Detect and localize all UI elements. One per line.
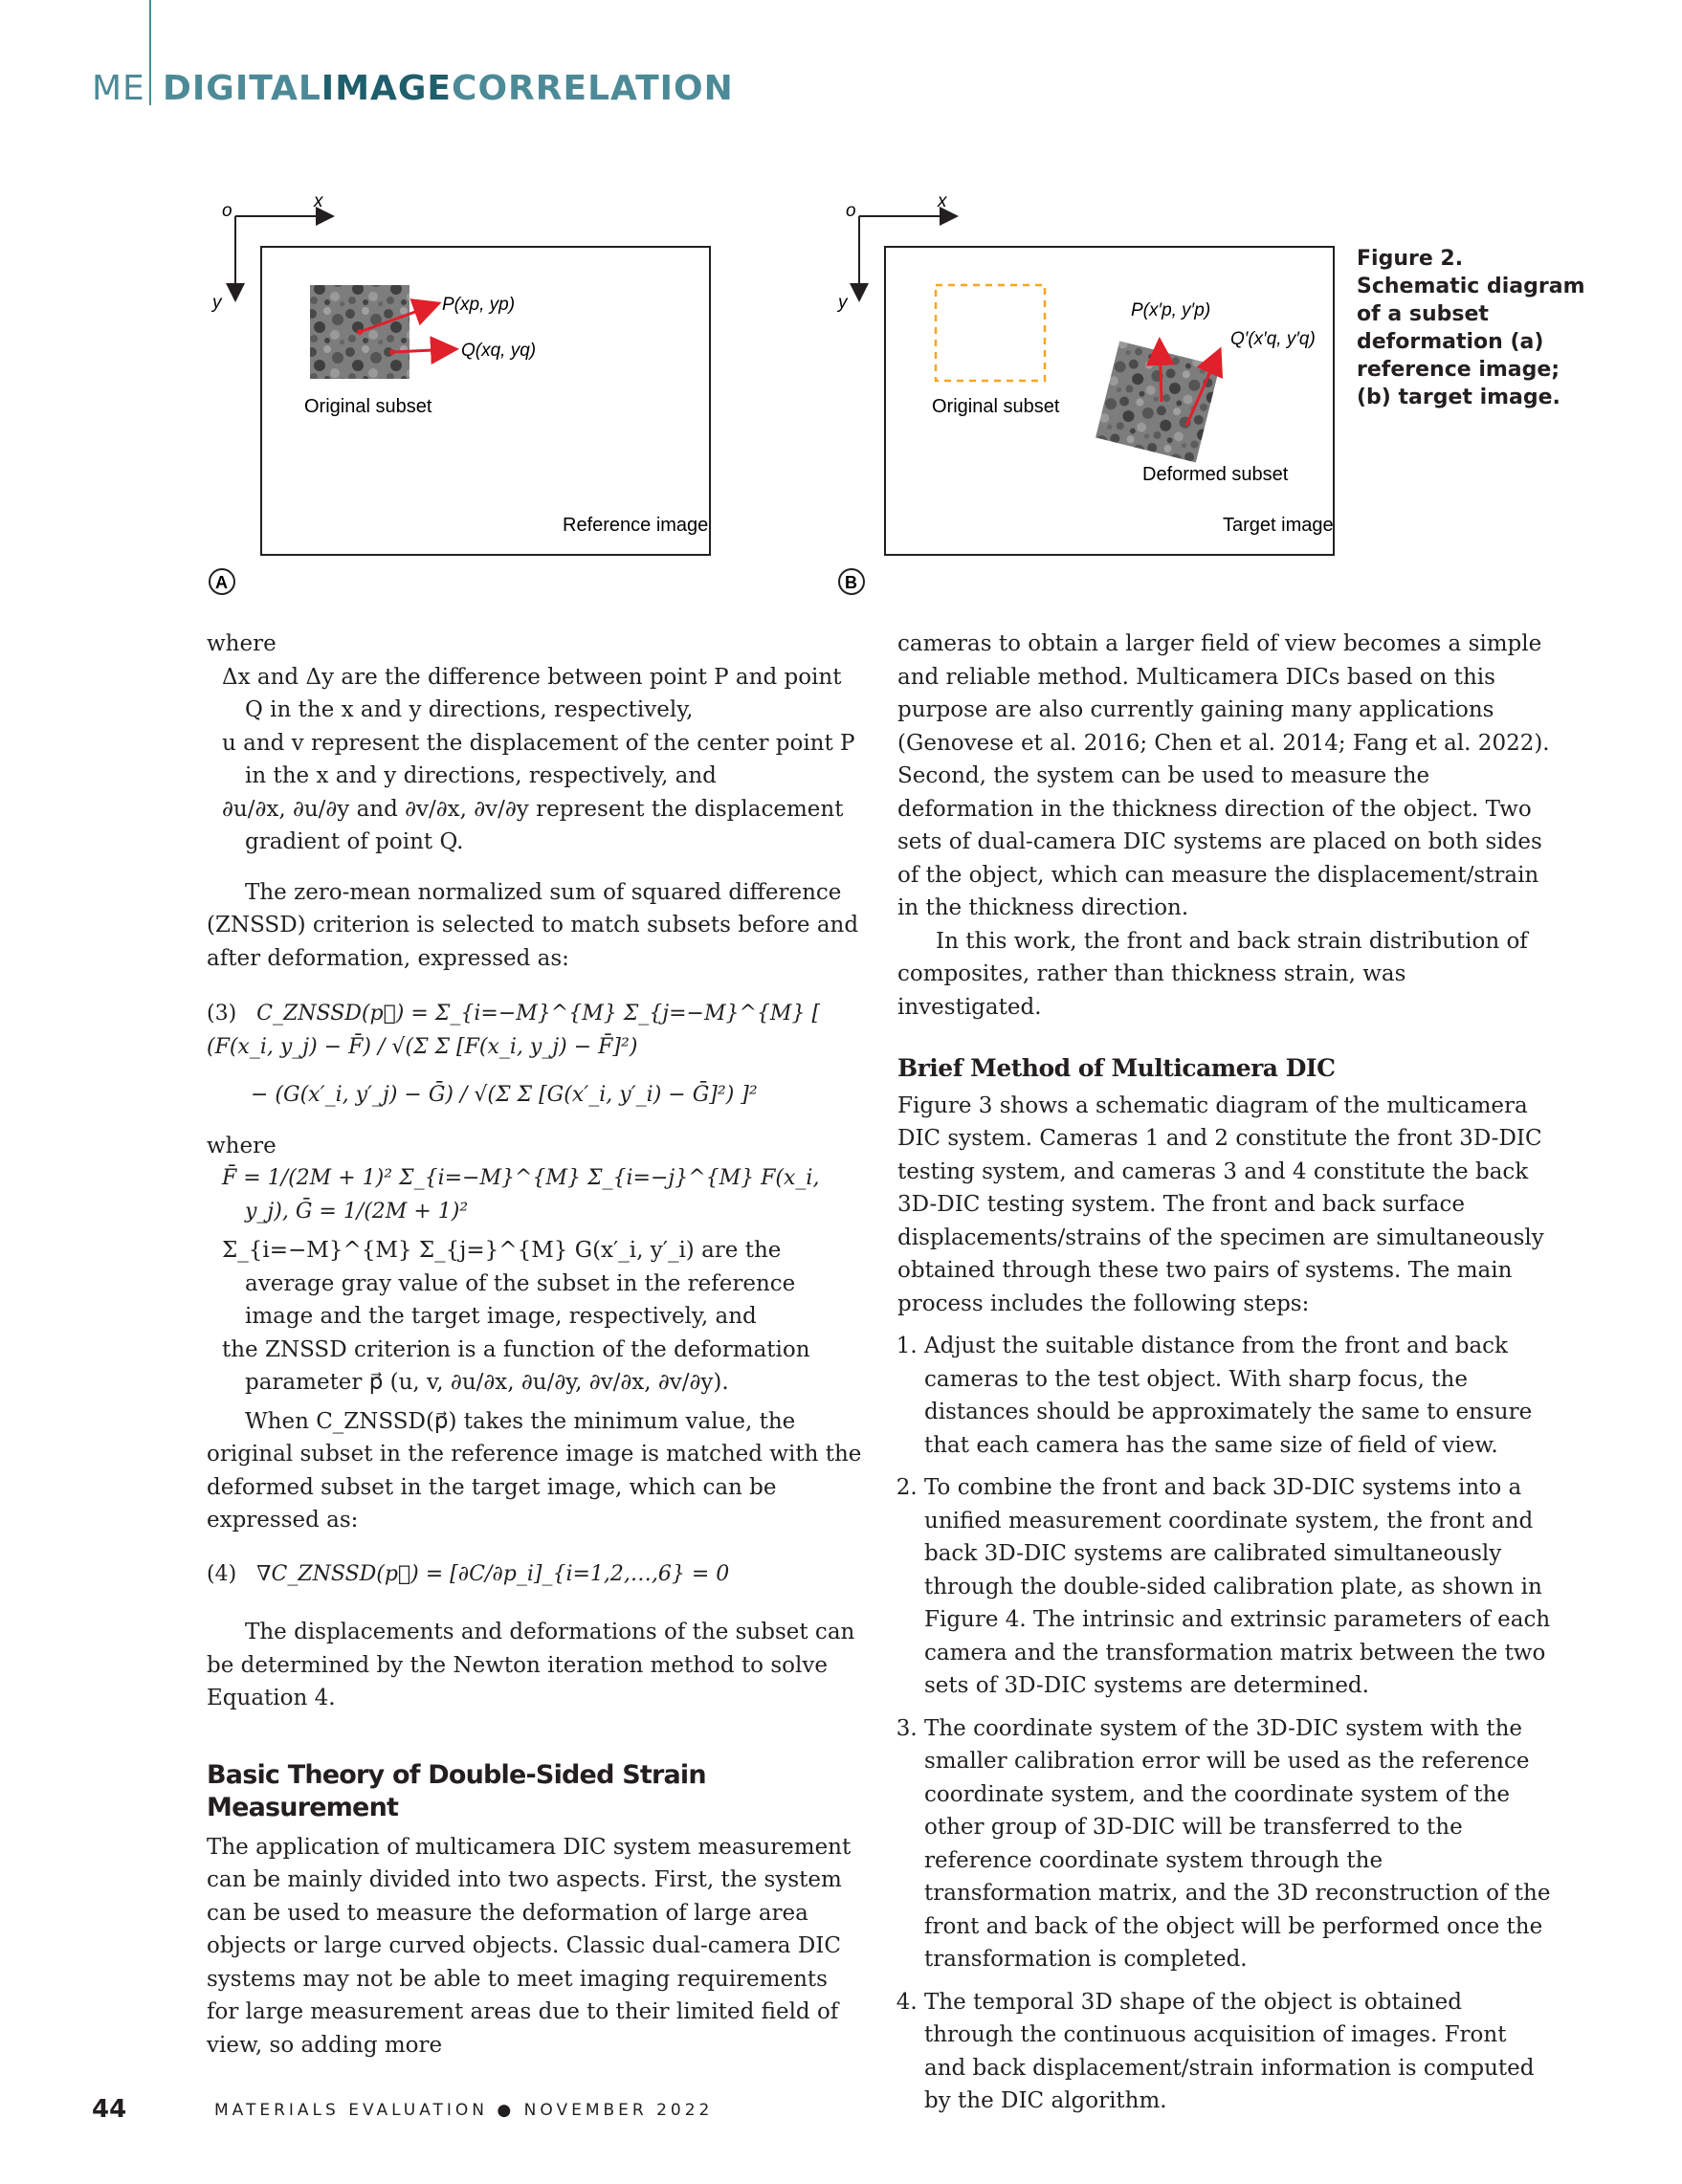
equation-4-number: (4)	[207, 1561, 237, 1586]
deformed-subset	[1096, 341, 1220, 462]
paragraph-znssd: The zero-mean normalized sum of squared difference (ZNSSD) criterion is selected to match subsets before and after deformation, expressed as:	[207, 879, 859, 971]
section-heading-double-sided: Basic Theory of Double-Sided Strain Measurement	[207, 1759, 706, 1822]
left-column	[207, 628, 863, 2062]
figure-caption: Figure 2. Schematic diagram of a subset deformation (a) reference image; (b) target image.	[1357, 247, 1585, 409]
definition-mean-g: Σ_{i=−M}^{M} Σ_{j=}^{M} G(x′_i, y′_i) are the average gray value of the subset in the reference image and the target image, respectively, and	[222, 1238, 796, 1329]
panel-b-original-subset-label: Original subset	[932, 396, 1060, 417]
paragraph-continued: cameras to obtain a larger field of view becomes a simple and reliable method. Multicamera DICs based on this purpose are also currently gaining many applications (Genovese et al. 2016; Chen et al. 2014; Fang et al. 2022). Second, the system can be used to measure the deformation in the thickness direction of the object. Two sets of dual-camera DIC systems are placed on both sides of the object, which can measure the displacement/strain in the thickness direction.	[897, 631, 1550, 920]
arrow-p-prime	[1160, 342, 1162, 402]
panel-a-point-p-label: P(xp, yp)	[442, 295, 516, 315]
header-title: DIGITALIMAGECORRELATION	[163, 69, 734, 108]
equation-3-line-2: − (G(x′_i, y′_j) − Ḡ) / √(Σ Σ [G(x′_i, y′_i) − Ḡ]²) ]²	[251, 1083, 758, 1107]
panel-b-badge: B	[845, 573, 857, 592]
target-image-label: Target image	[1223, 515, 1334, 536]
equation-4-body: ∇C_ZNSSD(p⃗) = [∂C/∂p_i]_{i=1,2,…,6} = 0	[256, 1561, 730, 1586]
definition-parameter: the ZNSSD criterion is a function of the deformation parameter p⃗ (u, v, ∂u/∂x, ∂u/∂y, ∂v/∂x, ∂v/∂y).	[222, 1336, 810, 1395]
paragraph-figure-3: Figure 3 shows a schematic diagram of the multicamera DIC system. Cameras 1 and 2 constitute the front 3D-DIC testing system, and cameras 3 and 4 constitute the back 3D-DIC testing system. The front and back surface displacements/strains of the specimen are simultaneously obtained through these two pairs of systems. The main process includes the following steps:	[897, 1092, 1544, 1316]
equation-3	[207, 998, 863, 1113]
panel-a-y-label: y	[212, 293, 222, 313]
definition-delta: Δx and Δy are the difference between point P and point Q in the x and y directions, respectively,	[222, 664, 842, 722]
page-number: 44	[92, 2095, 127, 2124]
steps-list	[897, 1330, 1554, 2118]
where-label-1: where	[207, 631, 277, 656]
paragraph-multicamera: The application of multicamera DIC system measurement can be mainly divided into two aspects. First, the system can be used to measure the deformation of large area objects or large curved objects. Classic dual-camera DIC systems may not be able to meet imaging requirements for large measurement areas due to their limited field of view, so adding more	[207, 1834, 852, 2058]
step-3: 3. The coordinate system of the 3D-DIC system with the smaller calibration error will be used as the reference coordinate system, and the coordinate system of the other group of 3D-DIC will be transferred to the reference coordinate system through the transformation matrix, and the 3D reconstruction of the front and back of the object will be performed once the transformation is completed.	[924, 1712, 1554, 1976]
where-label-2: where	[207, 1133, 277, 1158]
paragraph-this-work: In this work, the front and back strain distribution of composites, rather than thickness strain, was investigated.	[897, 928, 1528, 1020]
panel-b-y-label: y	[838, 293, 848, 313]
point-q-marker	[389, 349, 395, 355]
panel-b-point-p-label: P(x′p, y′p)	[1131, 300, 1211, 320]
panel-b-origin: o	[846, 201, 856, 221]
panel-a-original-subset-label: Original subset	[304, 396, 432, 417]
deformed-subset-label: Deformed subset	[1142, 464, 1289, 485]
right-column	[897, 628, 1554, 2128]
subheading-brief-method: Brief Method of Multicamera DIC	[897, 1054, 1336, 1082]
paragraph-newton: The displacements and deformations of the subset can be determined by the Newton iteration method to solve Equation 4.	[207, 1620, 855, 1710]
journal-footer: MATERIALS EVALUATION ● NOVEMBER 2022	[214, 2101, 714, 2120]
paragraph-minimum: When C_ZNSSD(p⃗) takes the minimum value, the original subset in the reference image is matched with the deformed subset in the target image, which can be expressed as:	[207, 1408, 862, 1533]
point-p-marker	[357, 329, 363, 335]
step-2: 2. To combine the front and back 3D-DIC systems into a unified measurement coordinate system, the front and back 3D-DIC systems are calibrated simultaneously through the double-sided calibration plate, as shown in Figure 4. The intrinsic and extrinsic parameters of each camera and the transformation matrix between the two sets of 3D-DIC systems are determined.	[924, 1471, 1554, 1703]
header-prefix: ME	[92, 69, 145, 108]
original-subset-outline	[936, 285, 1045, 381]
panel-a-point-q-label: Q(xq, yq)	[461, 341, 537, 361]
panel-a	[210, 191, 710, 594]
equation-3-line-1: C_ZNSSD(p⃗) = Σ_{i=−M}^{M} Σ_{j=−M}^{M} [ (F(x_i, y_j) − F̄) / √(Σ Σ [F(x_i, y_j) − F̄]²)	[207, 1002, 821, 1059]
panel-b-x-label: x	[938, 191, 947, 211]
panel-a-x-label: x	[314, 191, 323, 211]
step-1: 1. Adjust the suitable distance from the front and back cameras to the test object. With sharp focus, the distances should be approximately the same to ensure that each camera has the same size of field of view.	[924, 1330, 1554, 1462]
panel-a-badge: A	[215, 573, 228, 592]
definition-mean-f: F̄ = 1/(2M + 1)² Σ_{i=−M}^{M} Σ_{i=−j}^{M} F(x_i, y_j), Ḡ = 1/(2M + 1)²	[222, 1166, 820, 1224]
panel-a-origin: o	[222, 201, 232, 221]
equation-4	[207, 1558, 863, 1592]
deformed-subset-speckle	[1096, 341, 1220, 462]
reference-image-label: Reference image	[563, 515, 709, 536]
definition-gradient: ∂u/∂x, ∂u/∂y and ∂v/∂x, ∂v/∂y represent the displacement gradient of point Q.	[222, 796, 844, 854]
step-4: 4. The temporal 3D shape of the object is obtained through the continuous acquisition of images. Front and back displacement/strain information is computed by the DIC algorithm.	[924, 1986, 1554, 2118]
definition-displacement: u and v represent the displacement of the center point P in the x and y directions, respectively, and	[222, 730, 855, 788]
panel-b	[836, 191, 1334, 594]
equation-3-number: (3)	[207, 1002, 237, 1026]
panel-b-point-q-label: Q′(x′q, y′q)	[1230, 329, 1316, 349]
